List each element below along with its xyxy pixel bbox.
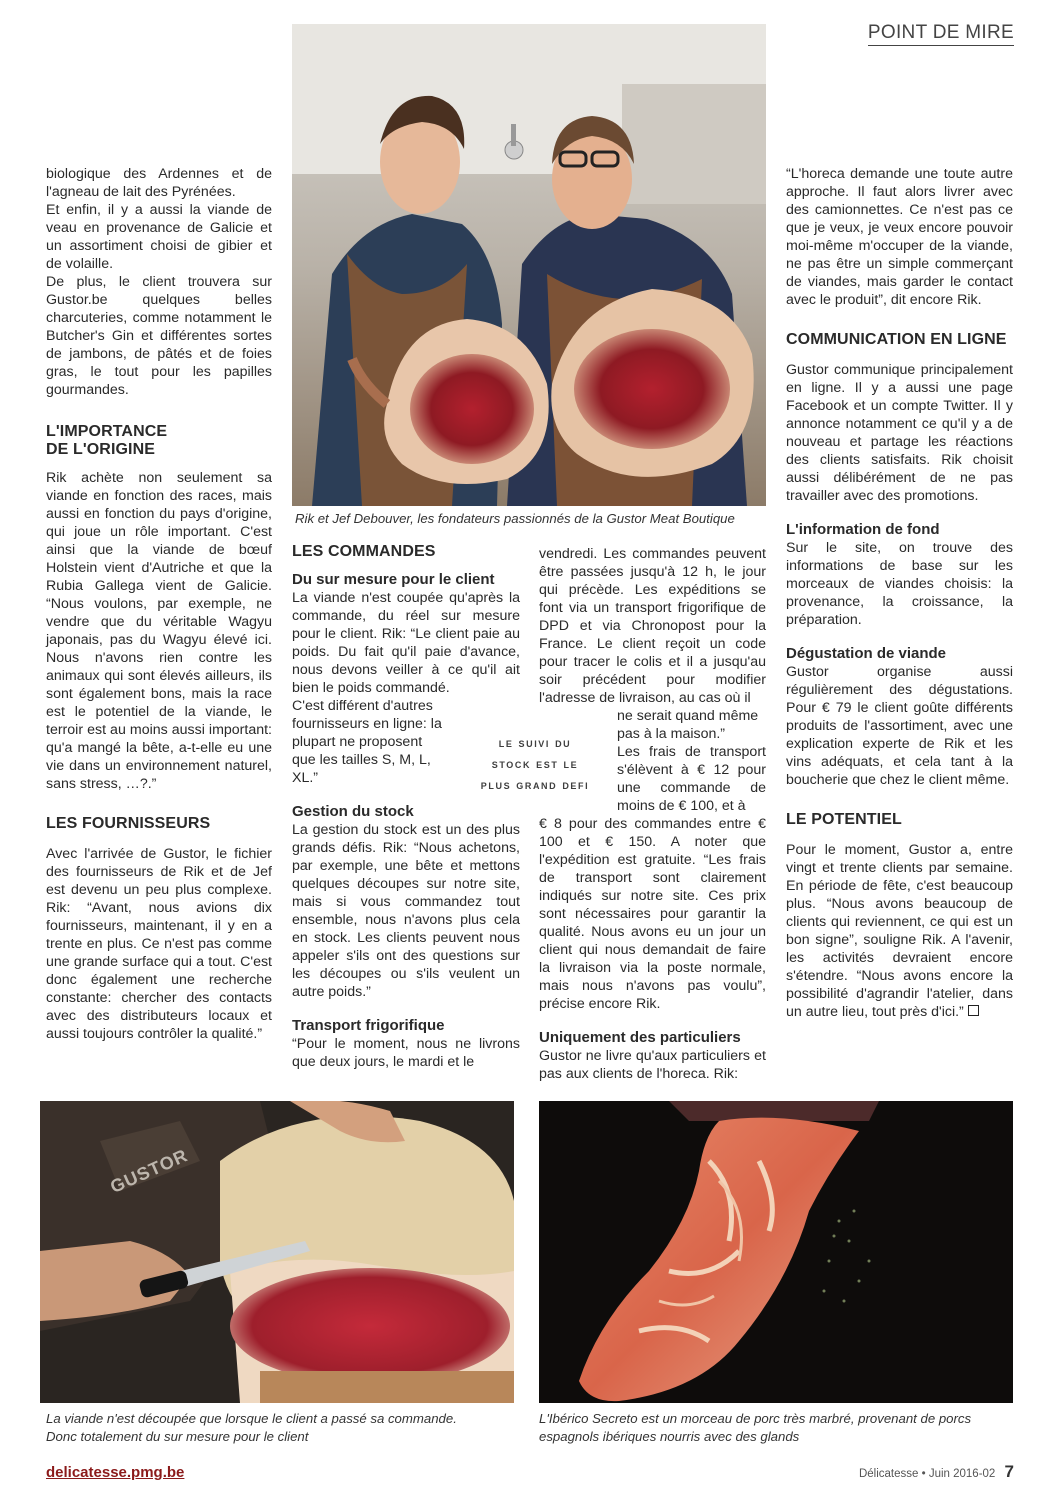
paragraph: “Pour le moment, nous ne livrons que deux jours, le mardi et le — [292, 1036, 520, 1070]
paragraph — [786, 841, 1013, 1021]
caption-line: espagnols ibériques nourris avec des glands — [539, 1429, 800, 1444]
footer-folio — [859, 1462, 1014, 1482]
apron-logo: GUSTOR — [107, 1145, 191, 1197]
magazine-issue: Délicatesse • Juin 2016-02 — [858, 1468, 996, 1480]
column-4 — [786, 165, 1013, 1021]
iberico-illustration — [539, 1101, 1013, 1403]
caption-line: L'Ibérico Secreto est un morceau de porc très marbré, provenant de porcs — [539, 1411, 972, 1426]
paragraph: € 8 pour des commandes entre € 100 et € 150. A noter que l'expédition est gratuite. “Les frais de transport sont clairement indiqués sur notre site. Ces prix sont nécessaires pour garantir la qualité. Nous avons eu un jour un client qui nous demandait de faire la livraison via la poste normale, mais nous n'avons pas voulu”, précise encore Rik. — [539, 816, 766, 1012]
subheading-particuliers: Uniquement des particuliers — [539, 1029, 741, 1046]
column-3 — [539, 545, 766, 1083]
paragraph: Les frais de transport s'élèvent à € 12 pour une commande de moins de € 100, et à — [617, 744, 766, 814]
column-2 — [292, 543, 520, 1071]
paragraph: biologique des Ardennes et de l'agneau de lait des Pyrénées. — [46, 166, 272, 200]
heading-origine-line2: DE L'ORIGINE — [46, 441, 156, 458]
column-1 — [46, 165, 272, 1043]
paragraph: De plus, le client trouvera sur Gustor.be quelques belles charcuteries, comme notamment le Butcher's Gin et différentes sortes de jambons, de pâtés et de foies gras, le tout pour les papilles gourmandes. — [46, 274, 272, 398]
iberico-photo — [539, 1101, 1013, 1403]
pull-quote-line: stock est le — [491, 757, 579, 771]
subheading-stock: Gestion du stock — [292, 803, 414, 820]
section-title: POINT DE MIRE — [868, 22, 1014, 46]
paragraph: “L'horeca demande une toute autre approche. Il faut alors livrer avec des camionnettes. Ce n'est pas ce que je veux, je veux encore pouvoir moi-même m'occuper de la viande, ne pas être un simple commerçant de viandes, mais garder le contact avec le produit”, dit encore Rik. — [786, 166, 1013, 308]
subheading-transport: Transport frigorifique — [292, 1017, 445, 1034]
paragraph: La viande n'est coupée qu'après la commande, du réel sur mesure pour le client. Rik: “Le client paie au poids. Du fait qu'il paie d'avance, nous devons veiller à ce qu'il ait bien le poids commandé. — [292, 590, 520, 696]
cutting-meat-photo — [40, 1101, 514, 1403]
founders-caption: Rik et Jef Debouver, les fondateurs passionnés de la Gustor Meat Boutique — [295, 511, 735, 526]
paragraph: ne serait quand même pas à la maison.” — [617, 708, 759, 742]
heading-potentiel: LE POTENTIEL — [786, 811, 902, 828]
cutting-meat-illustration — [40, 1101, 514, 1403]
paragraph: Gustor organise aussi régulièrement des dégustations. Pour € 79 le client goûte différents produits de l'assortiment, avec une explication experte de Rik et les vins adéquats, et cela tant à la boucherie que chez le client même. — [786, 664, 1013, 788]
heading-fournisseurs: LES FOURNISSEURS — [46, 815, 211, 832]
founders-illustration — [292, 24, 766, 506]
paragraph: Et enfin, il y a aussi la viande de veau en provenance de Galicie et un assortiment choisi de gibier et de volaille. — [46, 202, 272, 272]
heading-origine-line1: L'IMPORTANCE — [46, 423, 168, 440]
paragraph: La gestion du stock est un des plus grands défis. Rik: “Nous achetons, par exemple, une bête et mettons quelques découpes sur notre site, mais si vous commandez tout ensemble, nous n'avons plus cela en stock. Les clients peuvent nous appeler s'ils ont des questions sur les découpes ou s'ils veulent un autre poids.” — [292, 822, 520, 1000]
paragraph: Avec l'arrivée de Gustor, le fichier des fournisseurs de Rik et de Jef est devenu un peu plus complexe. Rik: “Avant, nous avions dix fournisseurs, maintenant, il y en a trente en plus. Ce n'est pas comme une grande surface qui a tout. C'est donc également une recherche constante: chercher des contacts avec des distributeurs locaux et aussi toujours contrôler la qualité.” — [46, 846, 272, 1042]
caption-line: La viande n'est découpée que lorsque le client a passé sa commande. — [46, 1411, 457, 1426]
paragraph: C'est différent d'autres fournisseurs en ligne: la plupart ne proposent que les tailles S, M, L, XL.” — [292, 698, 442, 786]
heading-communication: COMMUNICATION EN LIGNE — [786, 331, 1007, 348]
paragraph: Rik achète non seulement sa viande en fonction des races, mais aussi en fonction du pays d'origine, qui joue un rôle important. C'est ainsi que la viande de bœuf Holstein vient d'Autriche et que la Rubia Gallega vient de Galicie. “Nous voulons, par exemple, ne vendre que du véritable Wagyu japonais, pas du Wagyu élevé ici. Nous n'avons rien contre les animaux qui sont élevés ailleurs, ils sont également bons, mais la race est le potentiel de la viande, le terroir est au moins aussi important: qu'a mangé la bête, a-t-elle eu une vie dans un environnement naturel, sans stress, …?.” — [46, 470, 272, 792]
paragraph: Sur le site, on trouve des informations de base sur les morceaux de viandes choisis: la provenance, la croissance, la préparation. — [786, 540, 1013, 628]
caption-line: Donc totalement du sur mesure pour le client — [46, 1429, 309, 1444]
paragraph: Gustor ne livre qu'aux particuliers et pas aux clients de l'horeca. Rik: — [539, 1048, 766, 1082]
paragraph-text: Pour le moment, Gustor a, entre vingt et trente clients par semaine. En période de fête, c'est beaucoup plus. “Nous avons beaucoup de clients qui reviennent, ce qui est un bon signe”, souligne Rik. A l'avenir, les activités devraient encore s'étendre. “Nous avons encore la possibilité d'agrandir l'atelier, dans un autre lieu, tout près d'ici.” — [786, 842, 1013, 1020]
subheading-degustation: Dégustation de viande — [786, 645, 947, 662]
iberico-caption — [539, 1410, 1009, 1446]
paragraph: vendredi. Les commandes peuvent être passées jusqu'à 12 h, le jour qui précède. Les expéditions se font via un transport frigorifique de DPD et via Chronopost pour la France. Le client reçoit un code pour tracer le colis et il a jusqu'au soir précédent pour modifier l'adresse de livraison, au cas où il — [539, 546, 766, 706]
pull-quote-line: plus grand defi — [480, 778, 590, 792]
heading-commandes: LES COMMANDES — [292, 543, 436, 560]
website-link[interactable]: delicatesse.pmg.be — [46, 1464, 185, 1481]
subheading-sur-mesure: Du sur mesure pour le client — [292, 571, 495, 588]
paragraph: Gustor communique principalement en ligne. Il y a aussi une page Facebook et un compte Twitter. Il y annonce notamment ce qu'il y a de nouveau et partage les réactions des clients satisfaits. Rik choisit aussi délibérément de ne pas travailler avec des promotions. — [786, 362, 1013, 504]
pull-quote-line: le suivi du — [498, 736, 572, 750]
end-of-article-icon — [968, 1005, 979, 1016]
page-number: 7 — [1004, 1462, 1014, 1481]
cutting-caption — [46, 1410, 516, 1446]
subheading-information: L'information de fond — [786, 521, 940, 538]
founders-photo — [292, 24, 766, 506]
